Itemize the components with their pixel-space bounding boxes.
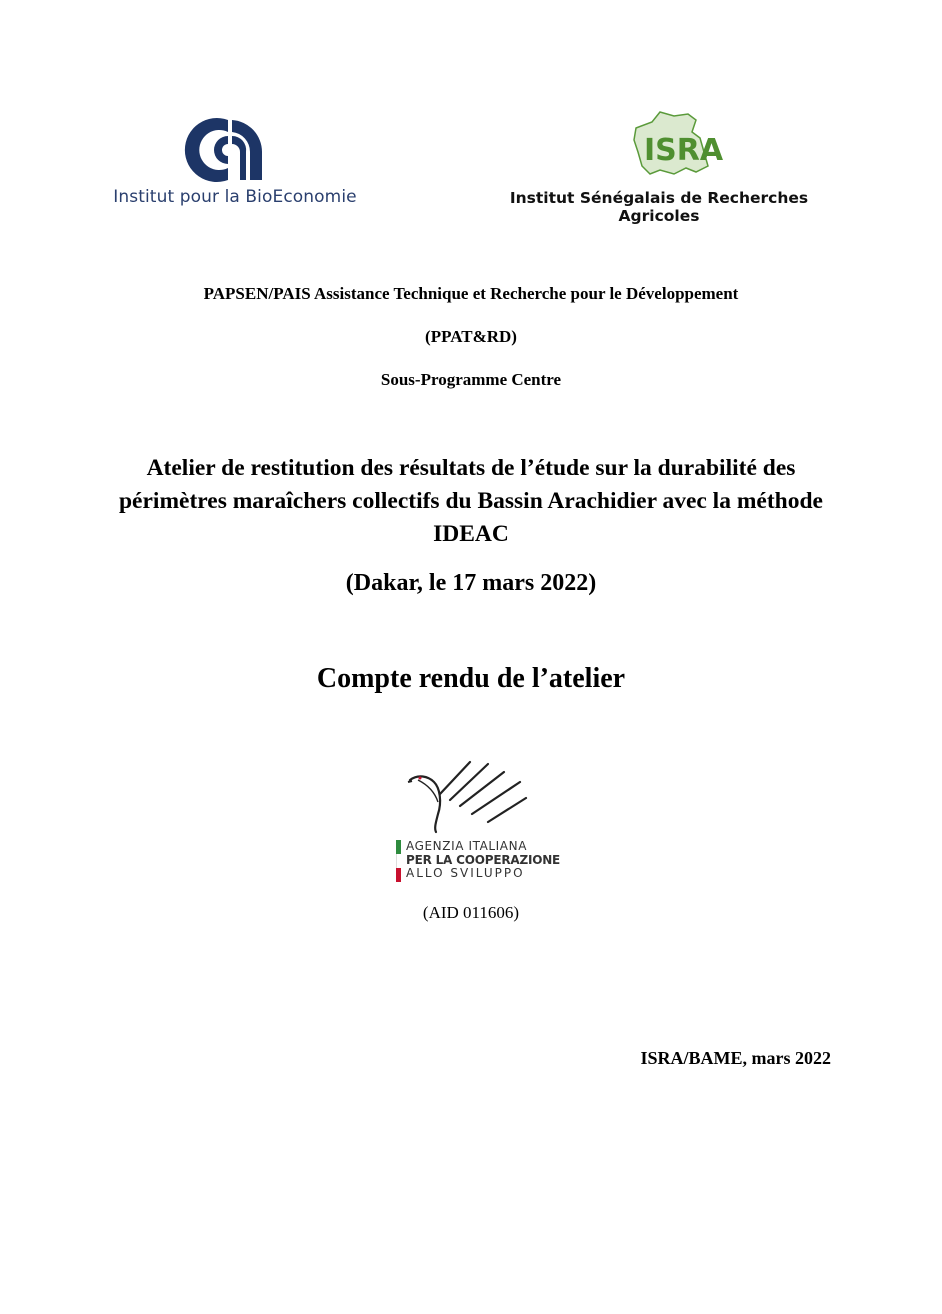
workshop-title: Atelier de restitution des résultats de l’étude sur la durabilité des périmètres maraîchers collectifs du Bassin Arachidier avec la méthode IDEAC — [118, 455, 823, 547]
isra-logo-text: ISRA — [644, 133, 724, 168]
publisher-date: ISRA/BAME, mars 2022 — [640, 1048, 831, 1068]
sub-program: Sous-Programme Centre — [380, 370, 562, 389]
aid-code: (AID 011606) — [422, 903, 520, 922]
left-institution-caption: Institut pour la BioEconomie — [113, 187, 357, 207]
report-title: Compte rendu de l’atelier — [316, 663, 626, 694]
cnr-logo-icon — [188, 116, 268, 184]
flag-green-stripe — [396, 840, 401, 854]
workshop-date: (Dakar, le 17 mars 2022) — [345, 570, 597, 596]
aics-line-2: PER LA COOPERAZIONE — [406, 852, 561, 867]
program-acronym: (PPAT&RD) — [425, 327, 517, 346]
right-institution-caption: Institut Sénégalais de Recherches Agricoles — [509, 189, 809, 225]
dove-icon — [404, 758, 530, 834]
program-title: PAPSEN/PAIS Assistance Technique et Recherche pour le Développement — [203, 284, 739, 303]
aics-line-3: ALLO SVILUPPO — [406, 866, 525, 880]
flag-white-stripe — [396, 854, 401, 868]
italian-flag-bar — [396, 840, 401, 882]
aics-wordmark — [406, 840, 566, 881]
aics-line-1: AGENZIA ITALIANA — [406, 839, 528, 853]
isra-logo-icon — [630, 108, 724, 182]
flag-red-stripe — [396, 868, 401, 882]
